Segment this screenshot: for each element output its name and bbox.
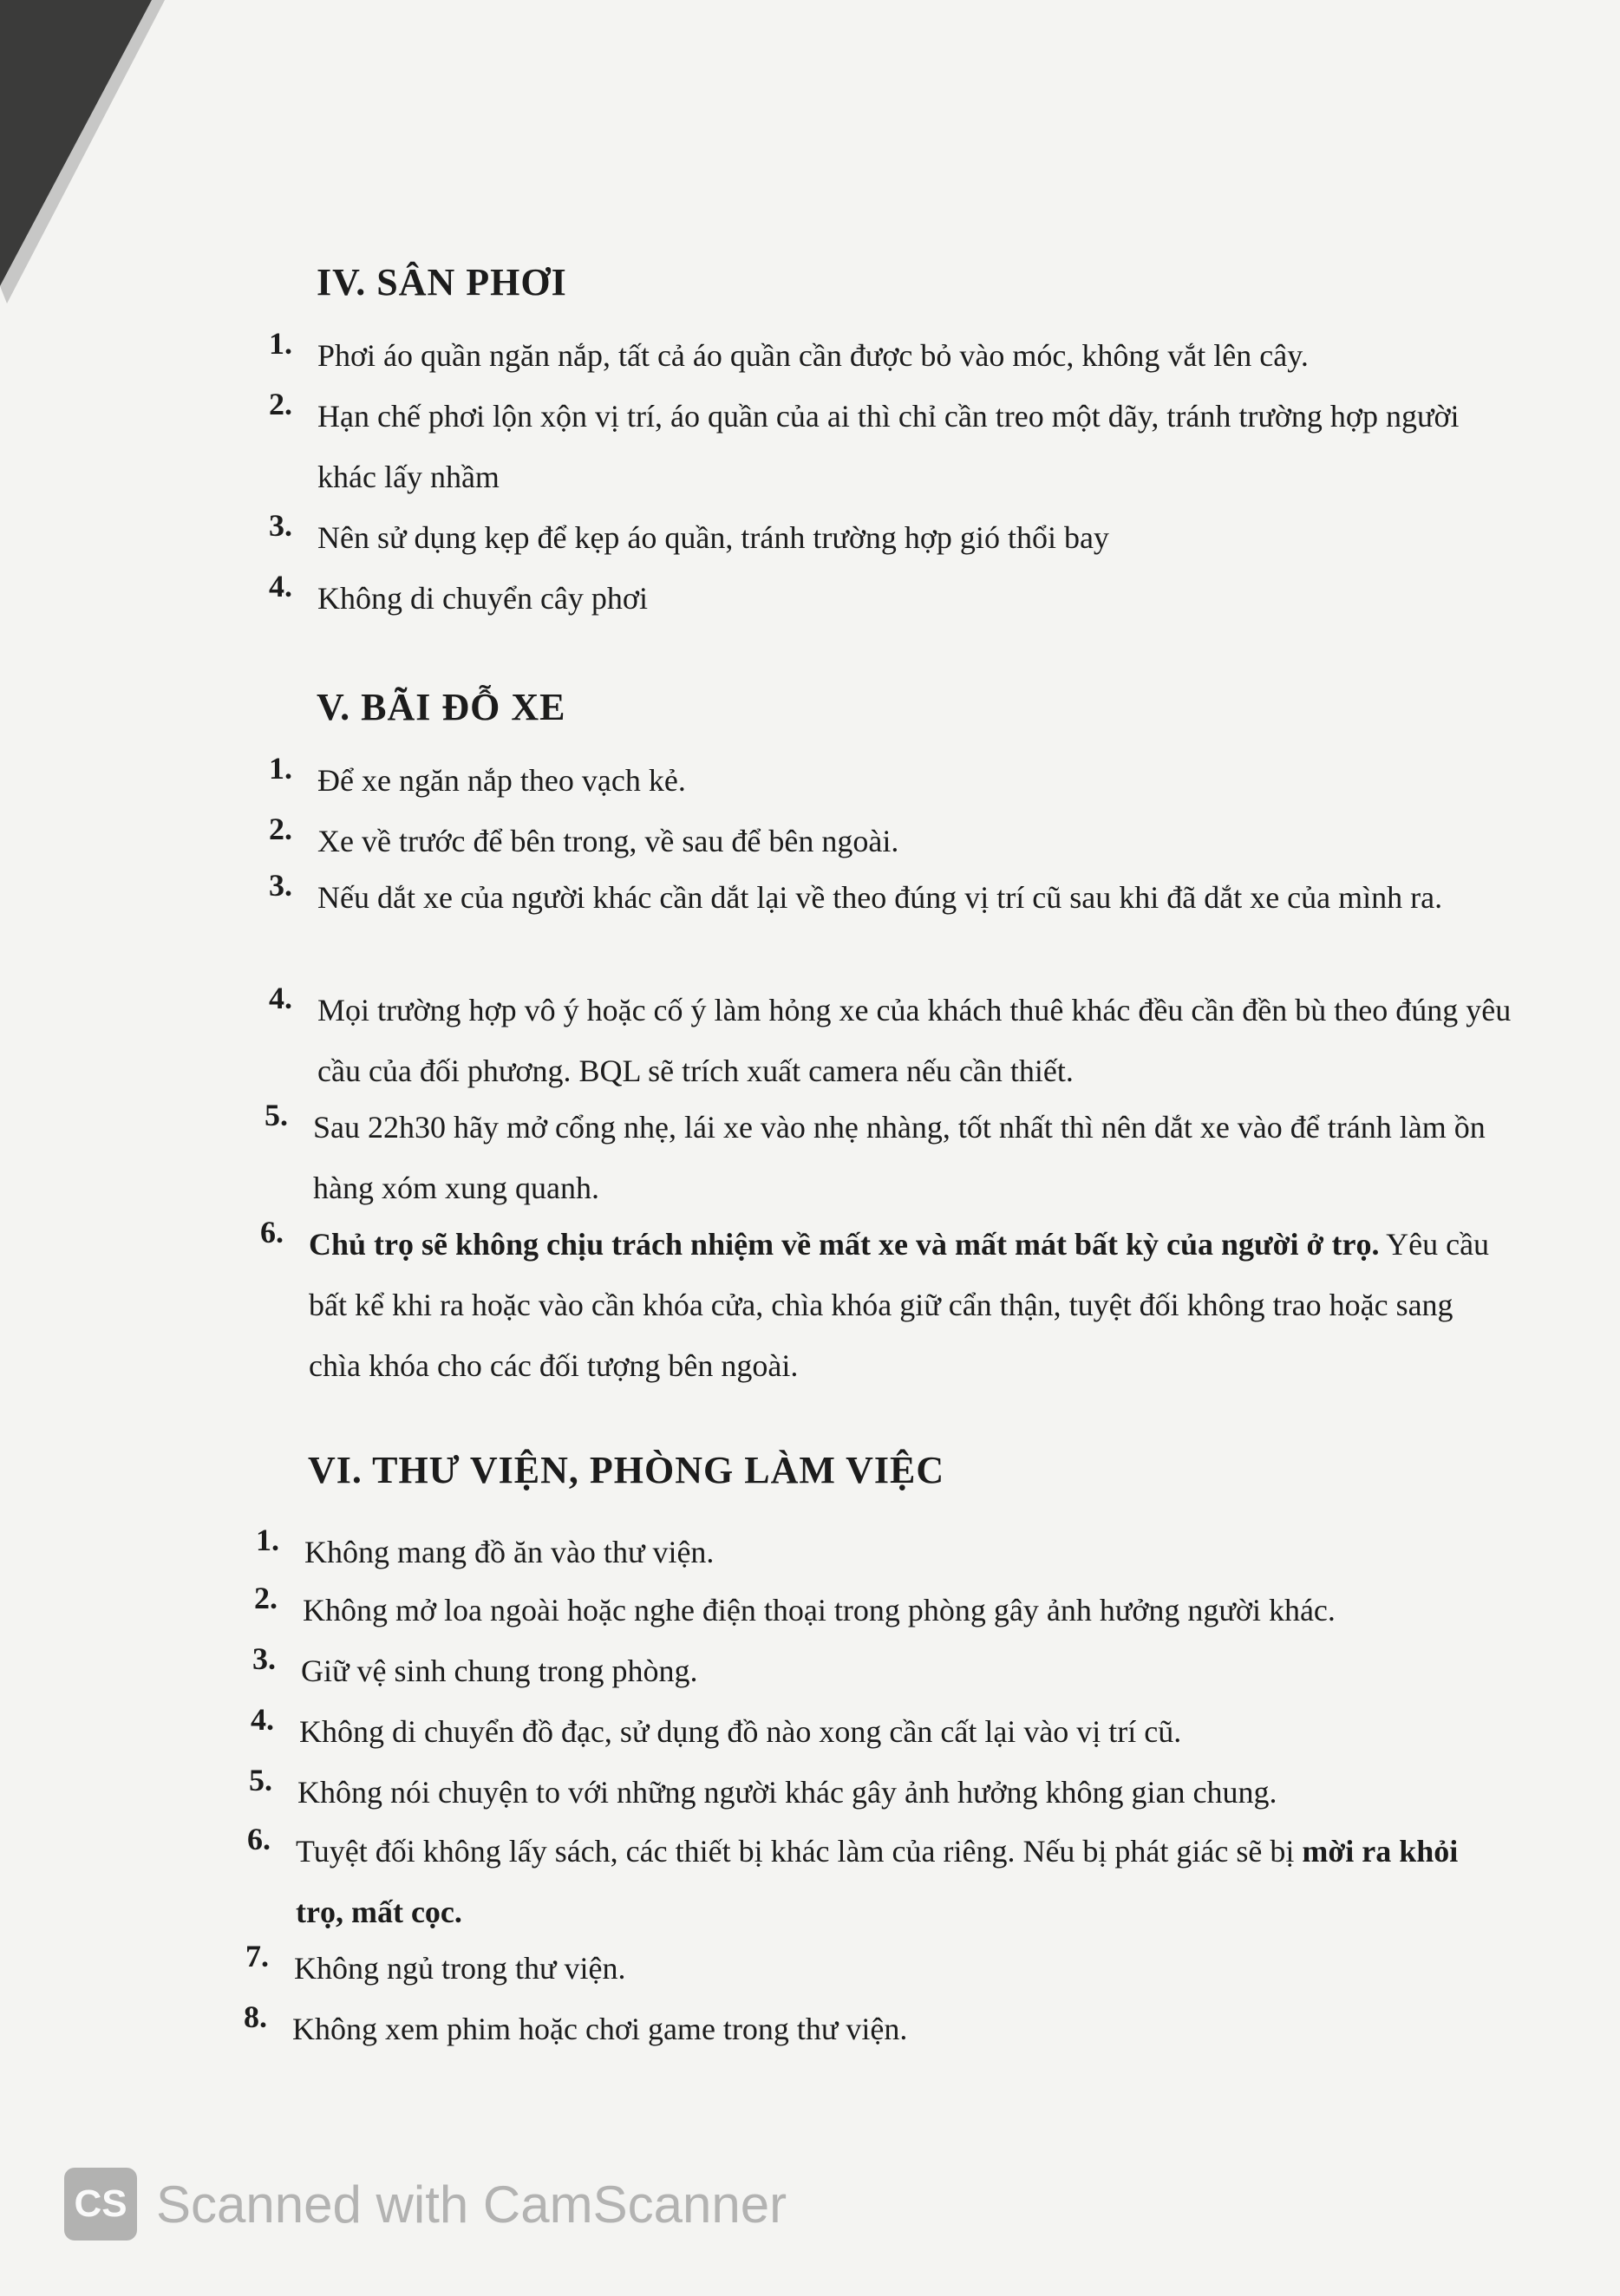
item-number: 2. xyxy=(269,387,292,421)
item-text: Mọi trường hợp vô ý hoặc cố ý làm hỏng xe của khách thuê khác đều cần đền bù theo đúng yêu cầu của đối phương. BQL sẽ trích xuất camera nếu cần thiết. xyxy=(317,993,1512,1088)
item-text: Không nói chuyện to với những người khác gây ảnh hưởng không gian chung. xyxy=(297,1775,1277,1810)
section-heading: V. BÃI ĐỖ XE xyxy=(317,686,566,728)
camscanner-logo-icon: CS xyxy=(64,2168,137,2241)
item-number: 1. xyxy=(269,751,292,786)
item-number: 4. xyxy=(269,981,292,1015)
item-number: 1. xyxy=(256,1523,279,1557)
item-text: Không mở loa ngoài hoặc nghe điện thoại trong phòng gây ảnh hưởng người khác. xyxy=(303,1593,1336,1627)
section-heading: IV. SÂN PHƠI xyxy=(317,261,567,303)
item-number: 5. xyxy=(249,1763,272,1797)
item-number: 1. xyxy=(269,326,292,361)
item-number: 8. xyxy=(244,1999,267,2034)
item-number: 7. xyxy=(245,1939,269,1973)
item-number: 3. xyxy=(269,868,292,903)
item-number: 2. xyxy=(254,1581,278,1615)
item-bold-text: Chủ trọ sẽ không chịu trách nhiệm về mất xe và mất mát bất kỳ của người ở trọ. xyxy=(309,1227,1380,1262)
item-text: Để xe ngăn nắp theo vạch kẻ. xyxy=(317,763,686,798)
watermark-text: Scanned with CamScanner xyxy=(156,2175,787,2234)
item-text: Không di chuyển cây phơi xyxy=(317,581,648,616)
item-number: 3. xyxy=(269,508,292,543)
item-text: Không xem phim hoặc chơi game trong thư viện. xyxy=(292,2012,908,2046)
item-text: Hạn chế phơi lộn xộn vị trí, áo quần của ai thì chỉ cần treo một dãy, tránh trường hợp người khác lấy nhầm xyxy=(317,399,1460,494)
item-number: 2. xyxy=(269,812,292,846)
item-number: 3. xyxy=(252,1641,276,1676)
item-number: 6. xyxy=(260,1215,284,1249)
item-text: Không mang đồ ăn vào thư viện. xyxy=(304,1535,715,1569)
item-text: Không ngủ trong thư viện. xyxy=(294,1951,626,1986)
item-number: 4. xyxy=(269,569,292,603)
item-bold-text: mời ra khỏi trọ, mất cọc. xyxy=(296,1834,1459,1929)
item-rest-text: Yêu cầu bất kể khi ra hoặc vào cần khóa cửa, chìa khóa giữ cẩn thận, tuyệt đối không trao hoặc sang chìa khóa cho các đối tượng bên ngoài. xyxy=(309,1227,1490,1383)
item-number: 5. xyxy=(265,1098,288,1132)
item-rest-text: Tuyệt đối không lấy sách, các thiết bị khác làm của riêng. Nếu bị phát giác sẽ bị xyxy=(296,1834,1295,1869)
item-text xyxy=(309,1214,1506,1396)
camscanner-watermark xyxy=(64,2168,787,2241)
item-number: 6. xyxy=(247,1822,271,1856)
item-text: Không di chuyển đồ đạc, sử dụng đồ nào xong cần cất lại vào vị trí cũ. xyxy=(299,1714,1182,1749)
item-text: Nên sử dụng kẹp để kẹp áo quần, tránh trường hợp gió thổi bay xyxy=(317,520,1109,555)
item-text: Xe về trước để bên trong, về sau để bên ngoài. xyxy=(317,824,899,858)
section-heading: VI. THƯ VIỆN, PHÒNG LÀM VIỆC xyxy=(308,1449,945,1491)
item-text: Nếu dắt xe của người khác cần dắt lại về theo đúng vị trí cũ sau khi đã dắt xe của mình ra. xyxy=(317,880,1443,915)
item-text: Giữ vệ sinh chung trong phòng. xyxy=(301,1654,698,1688)
item-text xyxy=(296,1821,1493,1942)
item-number: 4. xyxy=(251,1702,274,1737)
item-text: Phơi áo quần ngăn nắp, tất cả áo quần cần được bỏ vào móc, không vắt lên cây. xyxy=(317,338,1309,373)
item-text: Sau 22h30 hãy mở cổng nhẹ, lái xe vào nhẹ nhàng, tốt nhất thì nên dắt xe vào để tránh làm ồn hàng xóm xung quanh. xyxy=(313,1110,1486,1205)
